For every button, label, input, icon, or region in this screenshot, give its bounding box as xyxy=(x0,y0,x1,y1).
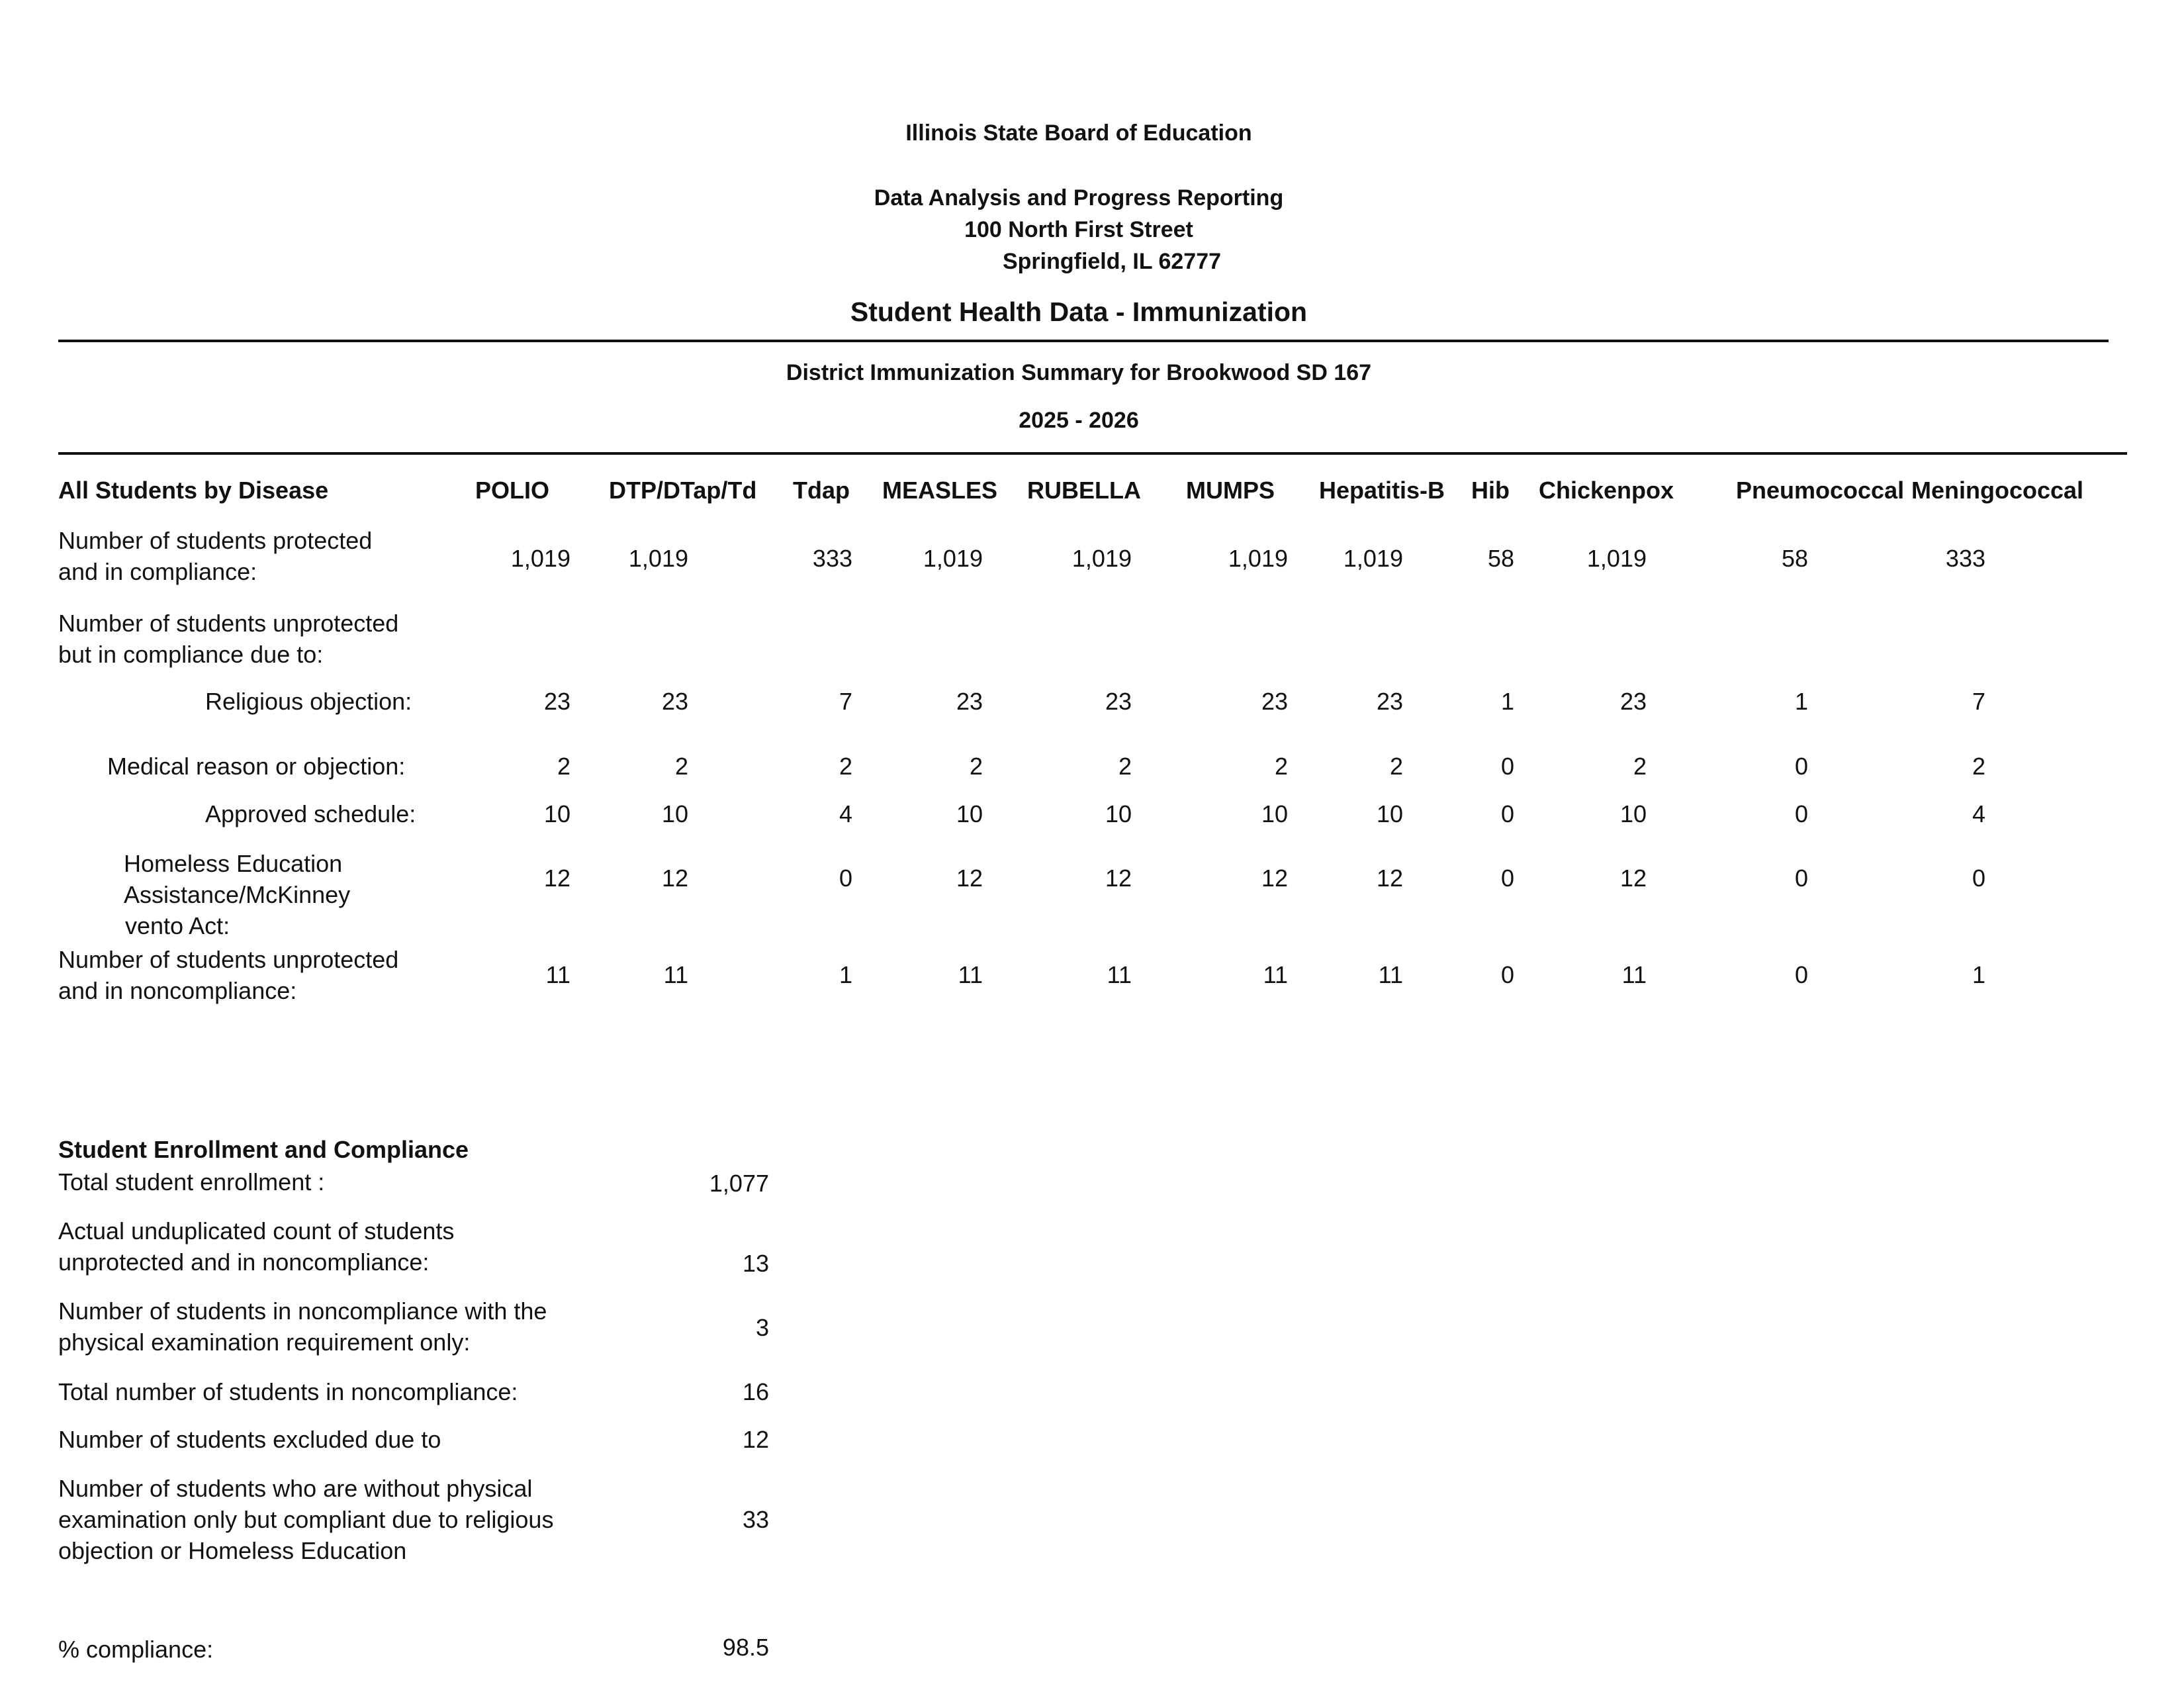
cell-protected: 1,019 xyxy=(1343,545,1403,572)
cell-homeless: 0 xyxy=(839,865,852,892)
cell-homeless: 12 xyxy=(661,865,688,892)
table-rule xyxy=(58,452,2127,455)
cell-schedule: 0 xyxy=(1794,800,1808,827)
row-label-homeless-line-1: Homeless Education xyxy=(124,850,343,877)
physical-label-line-1: Number of students in noncompliance with the xyxy=(58,1297,547,1325)
cell-protected: 1,019 xyxy=(628,545,688,572)
cell-medical: 0 xyxy=(1500,753,1514,780)
unduplicated-value: 13 xyxy=(742,1250,769,1277)
cell-religious: 23 xyxy=(1261,688,1288,715)
cell-noncompliance: 1 xyxy=(839,961,852,988)
column-header-tdap: Tdap xyxy=(793,477,850,504)
row-label-noncompliance-line-1: Number of students unprotected xyxy=(58,946,399,973)
compliance-value: 98.5 xyxy=(722,1634,769,1661)
cell-schedule: 10 xyxy=(661,800,688,827)
cell-religious: 23 xyxy=(1105,688,1132,715)
cell-protected: 1,019 xyxy=(1228,545,1288,572)
cell-medical: 2 xyxy=(1118,753,1132,780)
cell-religious: 7 xyxy=(839,688,852,715)
cell-homeless: 0 xyxy=(1500,865,1514,892)
street-address: 100 North First Street xyxy=(964,217,1193,242)
column-header-hib: Hib xyxy=(1471,477,1510,504)
row-label-unprotected-heading-line-1: Number of students unprotected xyxy=(58,610,399,637)
row-label-schedule: Approved schedule: xyxy=(205,800,416,827)
report-title: Student Health Data - Immunization xyxy=(850,297,1308,327)
row-label-unprotected-heading xyxy=(58,608,398,670)
city-address: Springfield, IL 62777 xyxy=(1002,249,1222,274)
cell-noncompliance: 11 xyxy=(1263,961,1288,988)
column-header-rubella: RUBELLA xyxy=(1027,477,1141,504)
cell-religious: 1 xyxy=(1794,688,1808,715)
enrollment-value: 1,077 xyxy=(709,1170,769,1197)
cell-schedule: 10 xyxy=(543,800,570,827)
cell-noncompliance: 11 xyxy=(1378,961,1403,988)
org-name: Illinois State Board of Education xyxy=(905,120,1252,146)
department-name: Data Analysis and Progress Reporting xyxy=(874,185,1284,211)
cell-noncompliance: 0 xyxy=(1500,961,1514,988)
row-label-homeless-line-3: vento Act: xyxy=(125,912,230,939)
column-header-pneumococcal: Pneumococcal xyxy=(1736,477,1905,504)
cell-medical: 2 xyxy=(969,753,983,780)
cell-protected: 1,019 xyxy=(1586,545,1647,572)
cell-noncompliance: 11 xyxy=(545,961,570,988)
column-corner-label: All Students by Disease xyxy=(58,477,329,504)
cell-homeless: 12 xyxy=(956,865,983,892)
cell-religious: 23 xyxy=(543,688,570,715)
cell-medical: 2 xyxy=(1274,753,1288,780)
column-header-chickenpox: Chickenpox xyxy=(1539,477,1674,504)
cell-schedule: 0 xyxy=(1500,800,1514,827)
cell-protected: 333 xyxy=(812,545,852,572)
cell-protected: 1,019 xyxy=(1071,545,1132,572)
row-label-homeless xyxy=(124,848,350,941)
title-rule xyxy=(58,340,2109,342)
summary-heading: Student Enrollment and Compliance xyxy=(58,1136,469,1163)
cell-religious: 23 xyxy=(956,688,983,715)
excluded-value: 12 xyxy=(742,1426,769,1453)
column-header-dtp: DTP/DTap/Td xyxy=(609,477,757,504)
cell-noncompliance: 11 xyxy=(1621,961,1647,988)
column-header-meningococcal: Meningococcal xyxy=(1911,477,2084,504)
cell-homeless: 0 xyxy=(1794,865,1808,892)
row-label-protected-line-1: Number of students protected xyxy=(58,527,373,554)
unduplicated-label xyxy=(58,1215,454,1278)
row-label-noncompliance-line-2: and in noncompliance: xyxy=(58,977,297,1004)
unduplicated-label-line-2: unprotected and in noncompliance: xyxy=(58,1248,430,1276)
cell-schedule: 10 xyxy=(956,800,983,827)
without-physical-value: 33 xyxy=(742,1506,769,1533)
row-label-homeless-line-2: Assistance/McKinney xyxy=(124,881,351,908)
cell-homeless: 0 xyxy=(1972,865,1985,892)
cell-noncompliance: 1 xyxy=(1972,961,1985,988)
cell-schedule: 10 xyxy=(1619,800,1647,827)
cell-homeless: 12 xyxy=(543,865,570,892)
without-physical-label xyxy=(58,1473,553,1566)
cell-schedule: 10 xyxy=(1105,800,1132,827)
cell-medical: 2 xyxy=(1389,753,1403,780)
cell-noncompliance: 11 xyxy=(663,961,688,988)
total-noncompliance-value: 16 xyxy=(742,1378,769,1405)
unduplicated-label-line-1: Actual unduplicated count of students xyxy=(58,1217,455,1244)
cell-protected: 1,019 xyxy=(510,545,570,572)
cell-medical: 2 xyxy=(839,753,852,780)
without-physical-label-line-2: examination only but compliant due to religious xyxy=(58,1506,554,1533)
cell-homeless: 12 xyxy=(1619,865,1647,892)
physical-label xyxy=(58,1295,547,1358)
physical-value: 3 xyxy=(755,1314,769,1341)
without-physical-label-line-3: objection or Homeless Education xyxy=(58,1537,407,1564)
cell-protected: 333 xyxy=(1945,545,1985,572)
cell-homeless: 12 xyxy=(1105,865,1132,892)
row-label-unprotected-heading-line-2: but in compliance due to: xyxy=(58,641,324,668)
cell-schedule: 10 xyxy=(1261,800,1288,827)
compliance-label: % compliance: xyxy=(58,1636,214,1663)
column-header-mumps: MUMPS xyxy=(1186,477,1275,504)
row-label-medical: Medical reason or objection: xyxy=(107,753,406,780)
cell-noncompliance: 11 xyxy=(958,961,983,988)
cell-medical: 2 xyxy=(674,753,688,780)
cell-protected: 58 xyxy=(1487,545,1514,572)
cell-medical: 2 xyxy=(1972,753,1985,780)
cell-religious: 23 xyxy=(661,688,688,715)
cell-noncompliance: 11 xyxy=(1107,961,1132,988)
excluded-label: Number of students excluded due to xyxy=(58,1426,441,1453)
cell-homeless: 12 xyxy=(1261,865,1288,892)
row-label-protected xyxy=(58,525,372,587)
cell-homeless: 12 xyxy=(1376,865,1403,892)
cell-religious: 1 xyxy=(1500,688,1514,715)
cell-religious: 23 xyxy=(1619,688,1647,715)
row-label-noncompliance xyxy=(58,944,398,1006)
cell-medical: 2 xyxy=(1633,753,1647,780)
column-header-measles: MEASLES xyxy=(882,477,998,504)
school-year: 2025 - 2026 xyxy=(1019,408,1139,433)
report-subtitle: District Immunization Summary for Brookwood SD 167 xyxy=(786,360,1372,385)
column-header-hepatitis-b: Hepatitis-B xyxy=(1319,477,1445,504)
cell-religious: 23 xyxy=(1376,688,1403,715)
cell-medical: 2 xyxy=(557,753,570,780)
row-label-religious: Religious objection: xyxy=(205,688,412,715)
cell-noncompliance: 0 xyxy=(1794,961,1808,988)
without-physical-label-line-1: Number of students who are without physical xyxy=(58,1475,533,1502)
cell-medical: 0 xyxy=(1794,753,1808,780)
cell-protected: 58 xyxy=(1781,545,1808,572)
cell-schedule: 4 xyxy=(1972,800,1985,827)
total-noncompliance-label: Total number of students in noncompliance: xyxy=(58,1378,518,1405)
column-header-polio: POLIO xyxy=(475,477,550,504)
physical-label-line-2: physical examination requirement only: xyxy=(58,1329,471,1356)
row-label-protected-line-2: and in compliance: xyxy=(58,558,257,585)
cell-protected: 1,019 xyxy=(923,545,983,572)
cell-schedule: 10 xyxy=(1376,800,1403,827)
cell-religious: 7 xyxy=(1972,688,1985,715)
cell-schedule: 4 xyxy=(839,800,852,827)
enrollment-label: Total student enrollment : xyxy=(58,1168,325,1196)
